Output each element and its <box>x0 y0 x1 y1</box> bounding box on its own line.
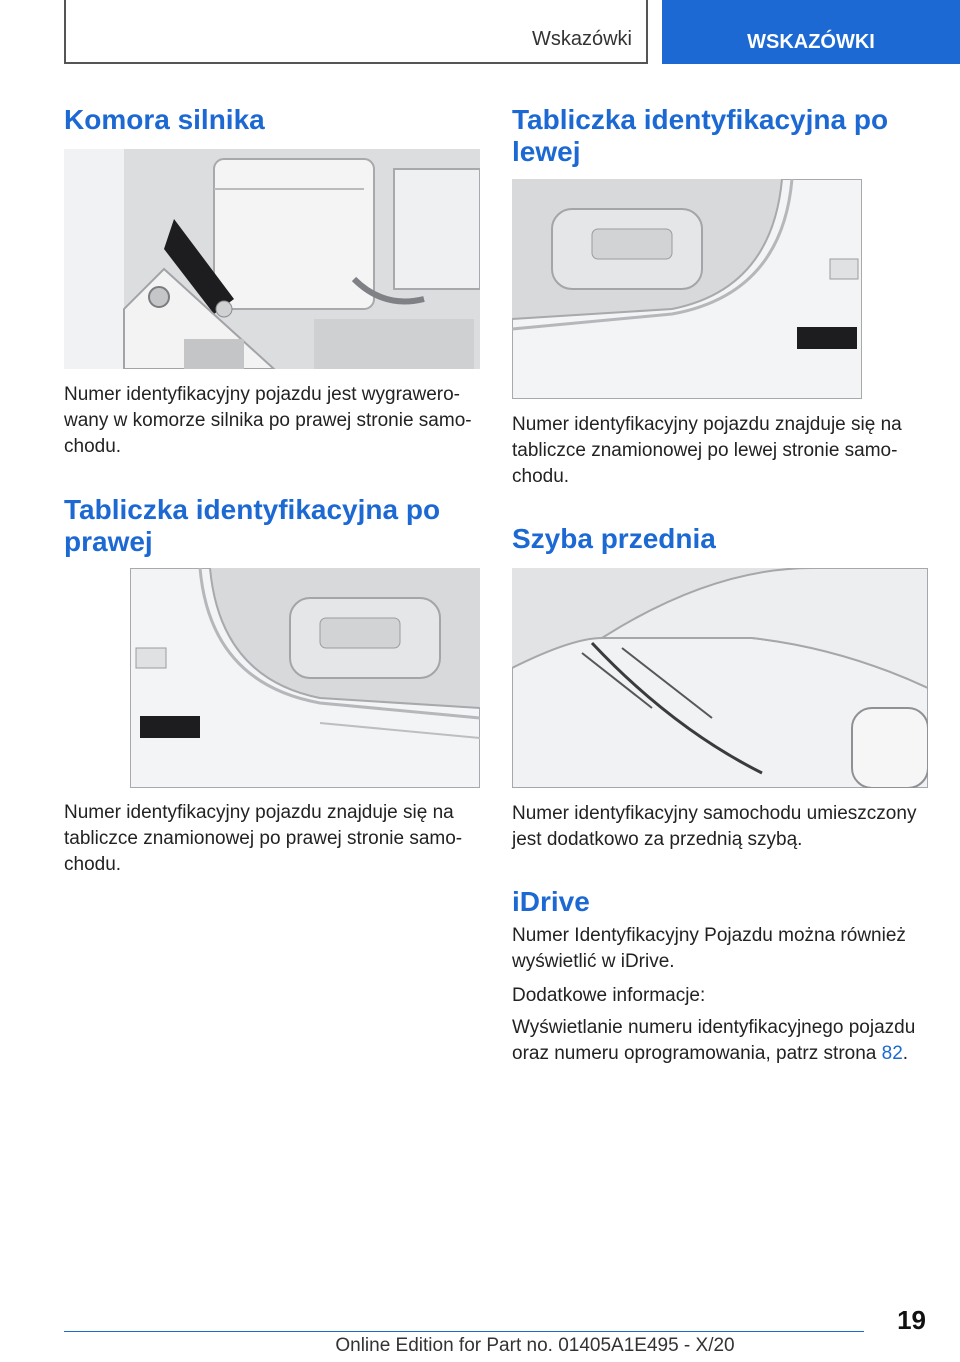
idrive-text-line-2: wyświetlić w iDrive. <box>512 951 675 972</box>
heading-plate-right-line-1: Tabliczka identyfikacyjna po <box>64 494 441 525</box>
header-section-title: Wskazówki <box>531 28 632 50</box>
heading-plate-left-line-2: lewej <box>512 136 581 167</box>
engine-text-line-1: Numer identyfikacyjny pojazdu jest wygrawero- <box>64 384 460 405</box>
plate-left-text-line-3: chodu. <box>512 466 570 487</box>
heading-plate-left-line-1: Tabliczka identyfikacyjna po <box>512 104 889 135</box>
plate-right-image <box>130 568 480 788</box>
heading-idrive: iDrive <box>512 886 590 917</box>
engine-text-line-3: chodu. <box>64 436 122 457</box>
idrive-ref-line-2 <box>512 1041 908 1067</box>
plate-right-text-line-1: Numer identyfikacyjny pojazdu znajduje się na <box>64 802 454 823</box>
idrive-ref-end: . <box>902 1043 909 1064</box>
header-section-box <box>64 0 648 64</box>
heading-engine-compartment: Komora silnika <box>64 104 265 135</box>
footer-edition-text: Online Edition for Part no. 01405A1E495 - X/20 <box>335 1335 735 1356</box>
plate-left-text-line-2: tabliczce znamionowej po lewej stronie samo- <box>512 440 898 461</box>
engine-compartment-image <box>64 149 480 369</box>
plate-left-image <box>512 179 862 399</box>
windshield-image <box>512 568 928 788</box>
page-number: 19 <box>897 1305 926 1335</box>
footer-divider <box>64 1331 864 1332</box>
engine-text-line-2: wany w komorze silnika po prawej stronie samo- <box>64 410 472 431</box>
header-chapter-tab[interactable]: WSKAZÓWKI <box>662 0 960 64</box>
heading-windshield: Szyba przednia <box>512 523 716 554</box>
plate-left-text-line-1: Numer identyfikacyjny pojazdu znajduje się na <box>512 414 902 435</box>
plate-right-text-line-3: chodu. <box>64 854 122 875</box>
more-info-label: Dodatkowe informacje: <box>512 985 706 1006</box>
windshield-text-line-1: Numer identyfikacyjny samochodu umieszczony <box>512 803 917 824</box>
idrive-text-line-1: Numer Identyfikacyjny Pojazdu można również <box>512 925 906 946</box>
page-reference-link[interactable]: 82 <box>881 1043 903 1064</box>
heading-plate-right-line-2: prawej <box>64 526 153 557</box>
idrive-ref-text: oraz numeru oprogramowania, patrz strona <box>512 1043 882 1064</box>
idrive-ref-line-1: Wyświetlanie numeru identyfikacyjnego pojazdu <box>512 1017 916 1038</box>
plate-right-text-line-2: tabliczce znamionowej po prawej stronie samo- <box>64 828 463 849</box>
windshield-text-line-2: jest dodatkowo za przednią szybą. <box>512 829 803 850</box>
